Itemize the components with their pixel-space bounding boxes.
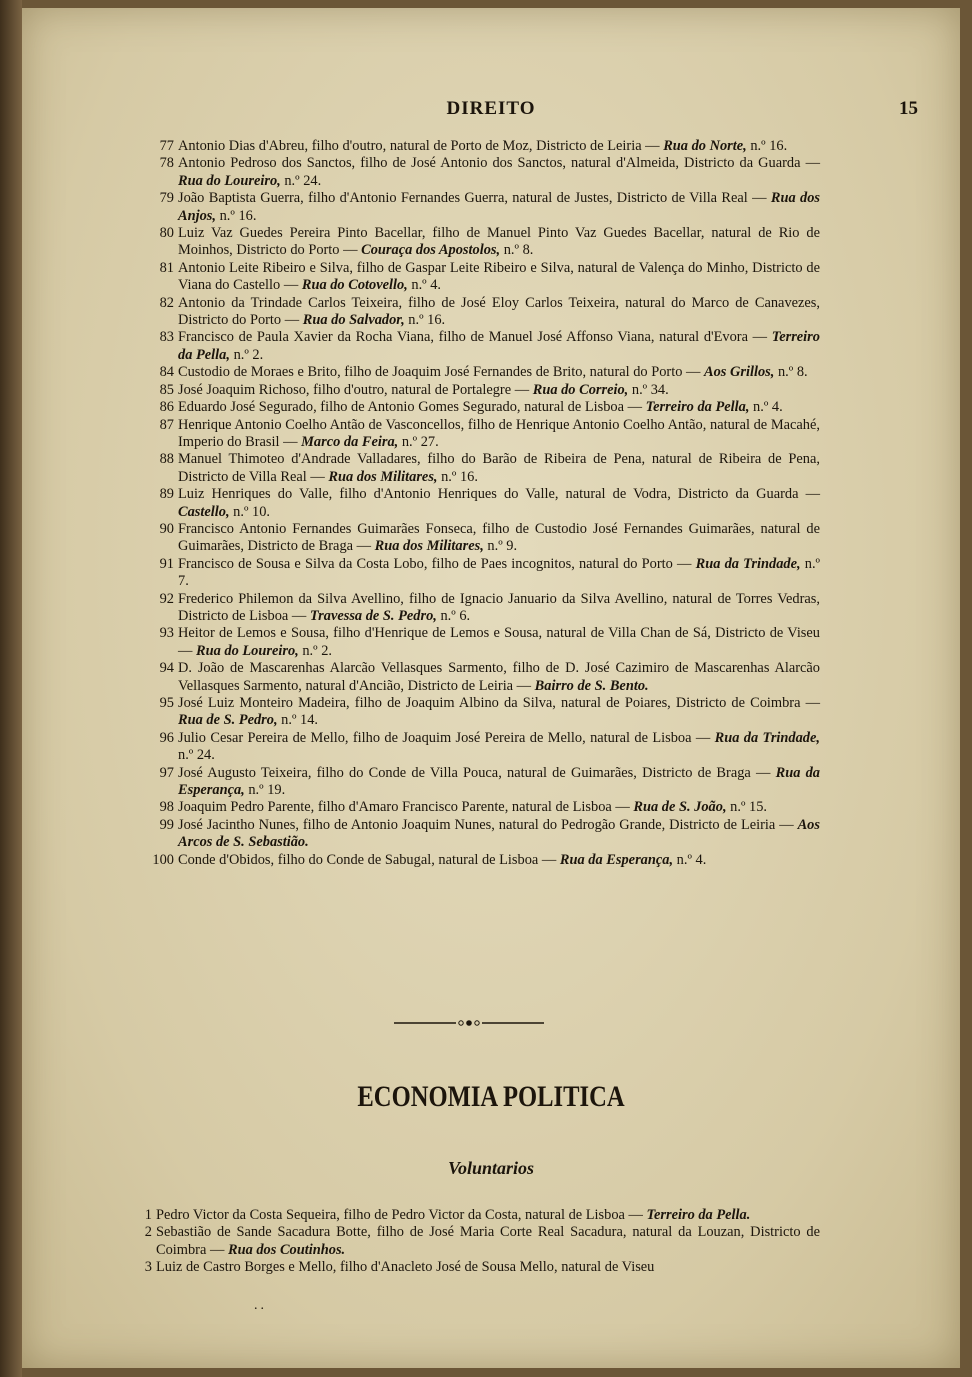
entry-house-number: n.º 16. bbox=[216, 207, 257, 224]
entry-number: 100 bbox=[152, 851, 174, 868]
entry-number: 83 bbox=[159, 329, 174, 346]
list-item bbox=[130, 660, 820, 695]
entry-house-number: n.º 16. bbox=[746, 138, 788, 154]
list-item bbox=[130, 625, 820, 660]
entry-number: 86 bbox=[159, 399, 174, 416]
list-item bbox=[130, 521, 820, 556]
entry-address: Bairro de S. Bento. bbox=[534, 677, 649, 694]
section-title: ECONOMIA POLITICA bbox=[357, 1080, 625, 1113]
entry-house-number: n.º 10. bbox=[229, 503, 271, 520]
entry-number: 80 bbox=[159, 225, 174, 242]
entry-number: 98 bbox=[159, 799, 174, 816]
entry-text: Henrique Antonio Coelho Antão de Vasconcellos, filho de Henrique Antonio Coelho Antão, natural de Macahé, Imperio do Brasil — bbox=[178, 416, 820, 450]
entry-address: Castello, bbox=[178, 503, 230, 520]
entry-number: 94 bbox=[159, 660, 174, 677]
entry-address: Aos Grillos, bbox=[704, 364, 775, 381]
entry-text: Luiz de Castro Borges e Mello, filho d'Anacleto José de Sousa Mello, natural de Viseu bbox=[156, 1259, 655, 1276]
entry-number: 77 bbox=[159, 138, 174, 154]
entry-address: Rua do Loureiro, bbox=[178, 172, 281, 189]
entry-text: Eduardo José Segurado, filho de Antonio Gomes Segurado, natural de Lisboa — bbox=[178, 399, 643, 416]
entry-house-number: n.º 15. bbox=[726, 799, 767, 816]
entry-address: Rua do Salvador, bbox=[302, 312, 405, 329]
entry-house-number: n.º 8. bbox=[500, 242, 534, 259]
entry-number: 97 bbox=[159, 764, 174, 781]
entry-address: Rua da Trindade, bbox=[714, 729, 820, 746]
entry-text: Francisco de Sousa e Silva da Costa Lobo, filho de Paes incognitos, natural do Porto — bbox=[178, 555, 692, 572]
list-item bbox=[130, 1224, 820, 1259]
entry-address: Rua do Correio, bbox=[532, 381, 629, 398]
list-item bbox=[130, 852, 820, 869]
entry-number: 99 bbox=[159, 816, 174, 833]
continuation-dots: .. bbox=[254, 1298, 267, 1313]
entry-house-number: n.º 24. bbox=[178, 747, 215, 764]
entry-number: 3 bbox=[144, 1259, 152, 1276]
entry-address: Rua da Esperança, bbox=[178, 764, 821, 799]
entry-text: João Baptista Guerra, filho d'Antonio Fernandes Guerra, natural de Justes, Districto de Villa Real — bbox=[178, 190, 767, 207]
list-item bbox=[130, 765, 820, 800]
entry-text: Joaquim Pedro Parente, filho d'Amaro Francisco Parente, natural de Lisboa — bbox=[178, 799, 630, 816]
document-page bbox=[22, 8, 960, 1368]
entry-text: Francisco de Paula Xavier da Rocha Viana, filho de Manuel José Affonso Viana, natural d'Evora — bbox=[178, 329, 768, 346]
entry-address: Terreiro da Pella, bbox=[645, 399, 750, 416]
ornament-divider bbox=[394, 1018, 544, 1028]
list-item bbox=[130, 1207, 820, 1224]
entry-address: Rua do Loureiro, bbox=[196, 642, 299, 659]
entry-number: 88 bbox=[159, 451, 174, 468]
entry-text: Frederico Philemon da Silva Avellino, filho de Ignacio Januario da Silva Avellino, natural de Torres Vedras, Districto de Lisboa — bbox=[178, 590, 820, 624]
list-item bbox=[130, 1259, 820, 1276]
entry-text: Antonio Dias d'Abreu, filho d'outro, natural de Porto de Moz, Districto de Leiria — bbox=[178, 138, 660, 154]
entry-text: Sebastião de Sande Sacadura Botte, filho de José Maria Corte Real Sacadura, natural da Louzan, Districto de Coimbra — bbox=[156, 1224, 820, 1258]
entry-text: Antonio Pedroso dos Sanctos, filho de José Antonio dos Sanctos, natural d'Almeida, Districto da Guarda — bbox=[178, 155, 820, 172]
list-item bbox=[130, 799, 820, 816]
entry-number: 96 bbox=[159, 729, 174, 746]
list-item bbox=[130, 295, 820, 330]
list-item bbox=[130, 225, 820, 260]
entry-text: D. João de Mascarenhas Alarcão Vellasques Sarmento, filho de D. José Cazimiro de Mascarenhas Alarcão Vellasques Sarmento, natural d'Ancião, Districto de Leiria — bbox=[178, 660, 820, 694]
entry-number: 92 bbox=[159, 590, 174, 607]
entry-text: Luiz Henriques do Valle, filho d'Antonio Henriques do Valle, natural de Vodra, Districto da Guarda — bbox=[178, 486, 820, 503]
entry-number: 89 bbox=[159, 486, 174, 503]
entry-house-number: n.º 2. bbox=[298, 642, 333, 659]
list-item bbox=[130, 155, 820, 190]
list-item bbox=[130, 486, 820, 521]
entry-address: Rua dos Coutinhos. bbox=[227, 1241, 346, 1258]
entry-text: Heitor de Lemos e Sousa, filho d'Henrique de Lemos e Sousa, natural de Villa Chan de Sá, Districto de Viseu — bbox=[178, 625, 820, 659]
entry-number: 82 bbox=[159, 294, 174, 311]
student-list bbox=[130, 138, 820, 869]
entry-number: 90 bbox=[159, 520, 174, 537]
entry-house-number: n.º 4. bbox=[673, 851, 707, 868]
entry-number: 93 bbox=[159, 625, 174, 642]
entry-text: Francisco Antonio Fernandes Guimarães Fonseca, filho de Custodio José Fernandes Guimarães, natural de Guimarães, Districto de Braga — bbox=[178, 520, 820, 555]
entry-number: 1 bbox=[144, 1207, 152, 1223]
list-item bbox=[130, 591, 820, 626]
page-number: 15 bbox=[899, 98, 918, 119]
list-item bbox=[130, 364, 820, 381]
entry-house-number: n.º 27. bbox=[398, 433, 439, 450]
entry-address: Rua da Trindade, bbox=[695, 555, 801, 572]
entry-text: Custodio de Moraes e Brito, filho de Joaquim José Fernandes de Brito, natural do Porto — bbox=[178, 364, 701, 381]
entry-number: 87 bbox=[159, 416, 174, 433]
list-item bbox=[130, 556, 820, 591]
binding-gutter bbox=[0, 0, 22, 1377]
entry-house-number: n.º 8. bbox=[774, 364, 808, 381]
entry-number: 81 bbox=[159, 259, 174, 276]
entry-house-number: n.º 24. bbox=[280, 172, 322, 189]
entry-number: 91 bbox=[159, 555, 174, 572]
list-item bbox=[130, 260, 820, 295]
page-title: DIREITO bbox=[446, 98, 536, 119]
entry-address: Rua do Cotovello, bbox=[301, 277, 408, 294]
list-item bbox=[130, 817, 820, 852]
entry-house-number: n.º 7. bbox=[178, 555, 821, 590]
entry-address: Rua dos Anjos, bbox=[178, 190, 820, 224]
entry-text: Pedro Victor da Costa Sequeira, filho de Pedro Victor da Costa, natural de Lisboa — bbox=[156, 1207, 643, 1223]
entry-text: Julio Cesar Pereira de Mello, filho de Joaquim José Pereira de Mello, natural de Lisboa — bbox=[178, 729, 711, 746]
list-item bbox=[130, 451, 820, 486]
subsection-title: Voluntarios bbox=[447, 1158, 535, 1178]
entry-house-number: n.º 19. bbox=[244, 782, 286, 799]
entry-house-number: n.º 4. bbox=[407, 277, 442, 294]
entry-number: 85 bbox=[159, 381, 174, 398]
list-item bbox=[130, 190, 820, 225]
list-item bbox=[130, 382, 820, 399]
entry-house-number: n.º 9. bbox=[483, 538, 518, 555]
entry-text: José Joaquim Richoso, filho d'outro, natural de Portalegre — bbox=[178, 381, 530, 398]
entry-text: José Jacintho Nunes, filho de Antonio Joaquim Nunes, natural do Pedrogão Grande, Districto de Leiria — bbox=[178, 816, 794, 833]
entry-address: Rua de S. Pedro, bbox=[178, 712, 278, 729]
entry-house-number: n.º 14. bbox=[277, 712, 318, 729]
entry-house-number: n.º 2. bbox=[229, 346, 264, 363]
list-item bbox=[130, 417, 820, 452]
entry-text: José Augusto Teixeira, filho do Conde de Villa Pouca, natural de Guimarães, Districto de Braga — bbox=[178, 764, 771, 781]
volunteer-list bbox=[130, 1207, 820, 1277]
entry-address: Rua do Norte, bbox=[663, 138, 747, 154]
entry-text: Conde d'Obidos, filho do Conde de Sabugal, natural de Lisboa — bbox=[178, 851, 557, 868]
entry-house-number: n.º 16. bbox=[404, 312, 446, 329]
entry-address: Rua dos Militares, bbox=[328, 468, 438, 485]
list-item bbox=[130, 329, 820, 364]
list-item bbox=[130, 399, 820, 416]
entry-number: 84 bbox=[159, 364, 174, 381]
list-item bbox=[130, 138, 820, 155]
entry-address: Travessa de S. Pedro, bbox=[309, 607, 437, 624]
entry-address: Terreiro da Pella, bbox=[178, 329, 820, 363]
entry-house-number: n.º 34. bbox=[628, 381, 669, 398]
entry-address: Terreiro da Pella. bbox=[646, 1207, 751, 1223]
entry-number: 78 bbox=[159, 155, 174, 172]
entry-address: Aos Arcos de S. Sebastião. bbox=[178, 816, 820, 851]
entry-number: 95 bbox=[159, 695, 174, 711]
list-item bbox=[130, 730, 820, 765]
entry-address: Rua da Esperança, bbox=[559, 851, 674, 868]
entry-text: José Luiz Monteiro Madeira, filho de Joaquim Albino da Silva, natural de Poiares, Districto de Coimbra — bbox=[178, 695, 820, 711]
entry-text: Luiz Vaz Guedes Pereira Pinto Bacellar, filho de Manuel Pinto Vaz Guedes Bacellar, natural de Rio de Moinhos, Districto do Porto — bbox=[178, 225, 820, 259]
entry-address: Marco da Feira, bbox=[301, 433, 399, 450]
entry-text: Manuel Thimoteo d'Andrade Valladares, filho do Barão de Ribeira de Pena, natural de Ribeira de Pena, Districto de Villa Real — bbox=[178, 451, 820, 485]
entry-house-number: n.º 4. bbox=[749, 399, 783, 416]
entry-house-number: n.º 16. bbox=[437, 468, 478, 485]
entry-address: Rua dos Militares, bbox=[374, 538, 484, 555]
entry-text: Antonio da Trindade Carlos Teixeira, filho de José Eloy Carlos Teixeira, natural do Marco de Canavezes, Districto do Porto — bbox=[178, 294, 820, 329]
entry-house-number: n.º 6. bbox=[436, 607, 471, 624]
entry-text: Antonio Leite Ribeiro e Silva, filho de Gaspar Leite Ribeiro e Silva, natural de Valença do Minho, Districto de Viana do Castello — bbox=[178, 259, 820, 294]
list-item bbox=[130, 695, 820, 730]
entry-address: Rua de S. João, bbox=[633, 799, 727, 816]
entry-number: 2 bbox=[144, 1224, 152, 1241]
running-head bbox=[22, 98, 960, 122]
entry-number: 79 bbox=[159, 190, 174, 207]
entry-address: Couraça dos Apostolos, bbox=[361, 242, 501, 259]
